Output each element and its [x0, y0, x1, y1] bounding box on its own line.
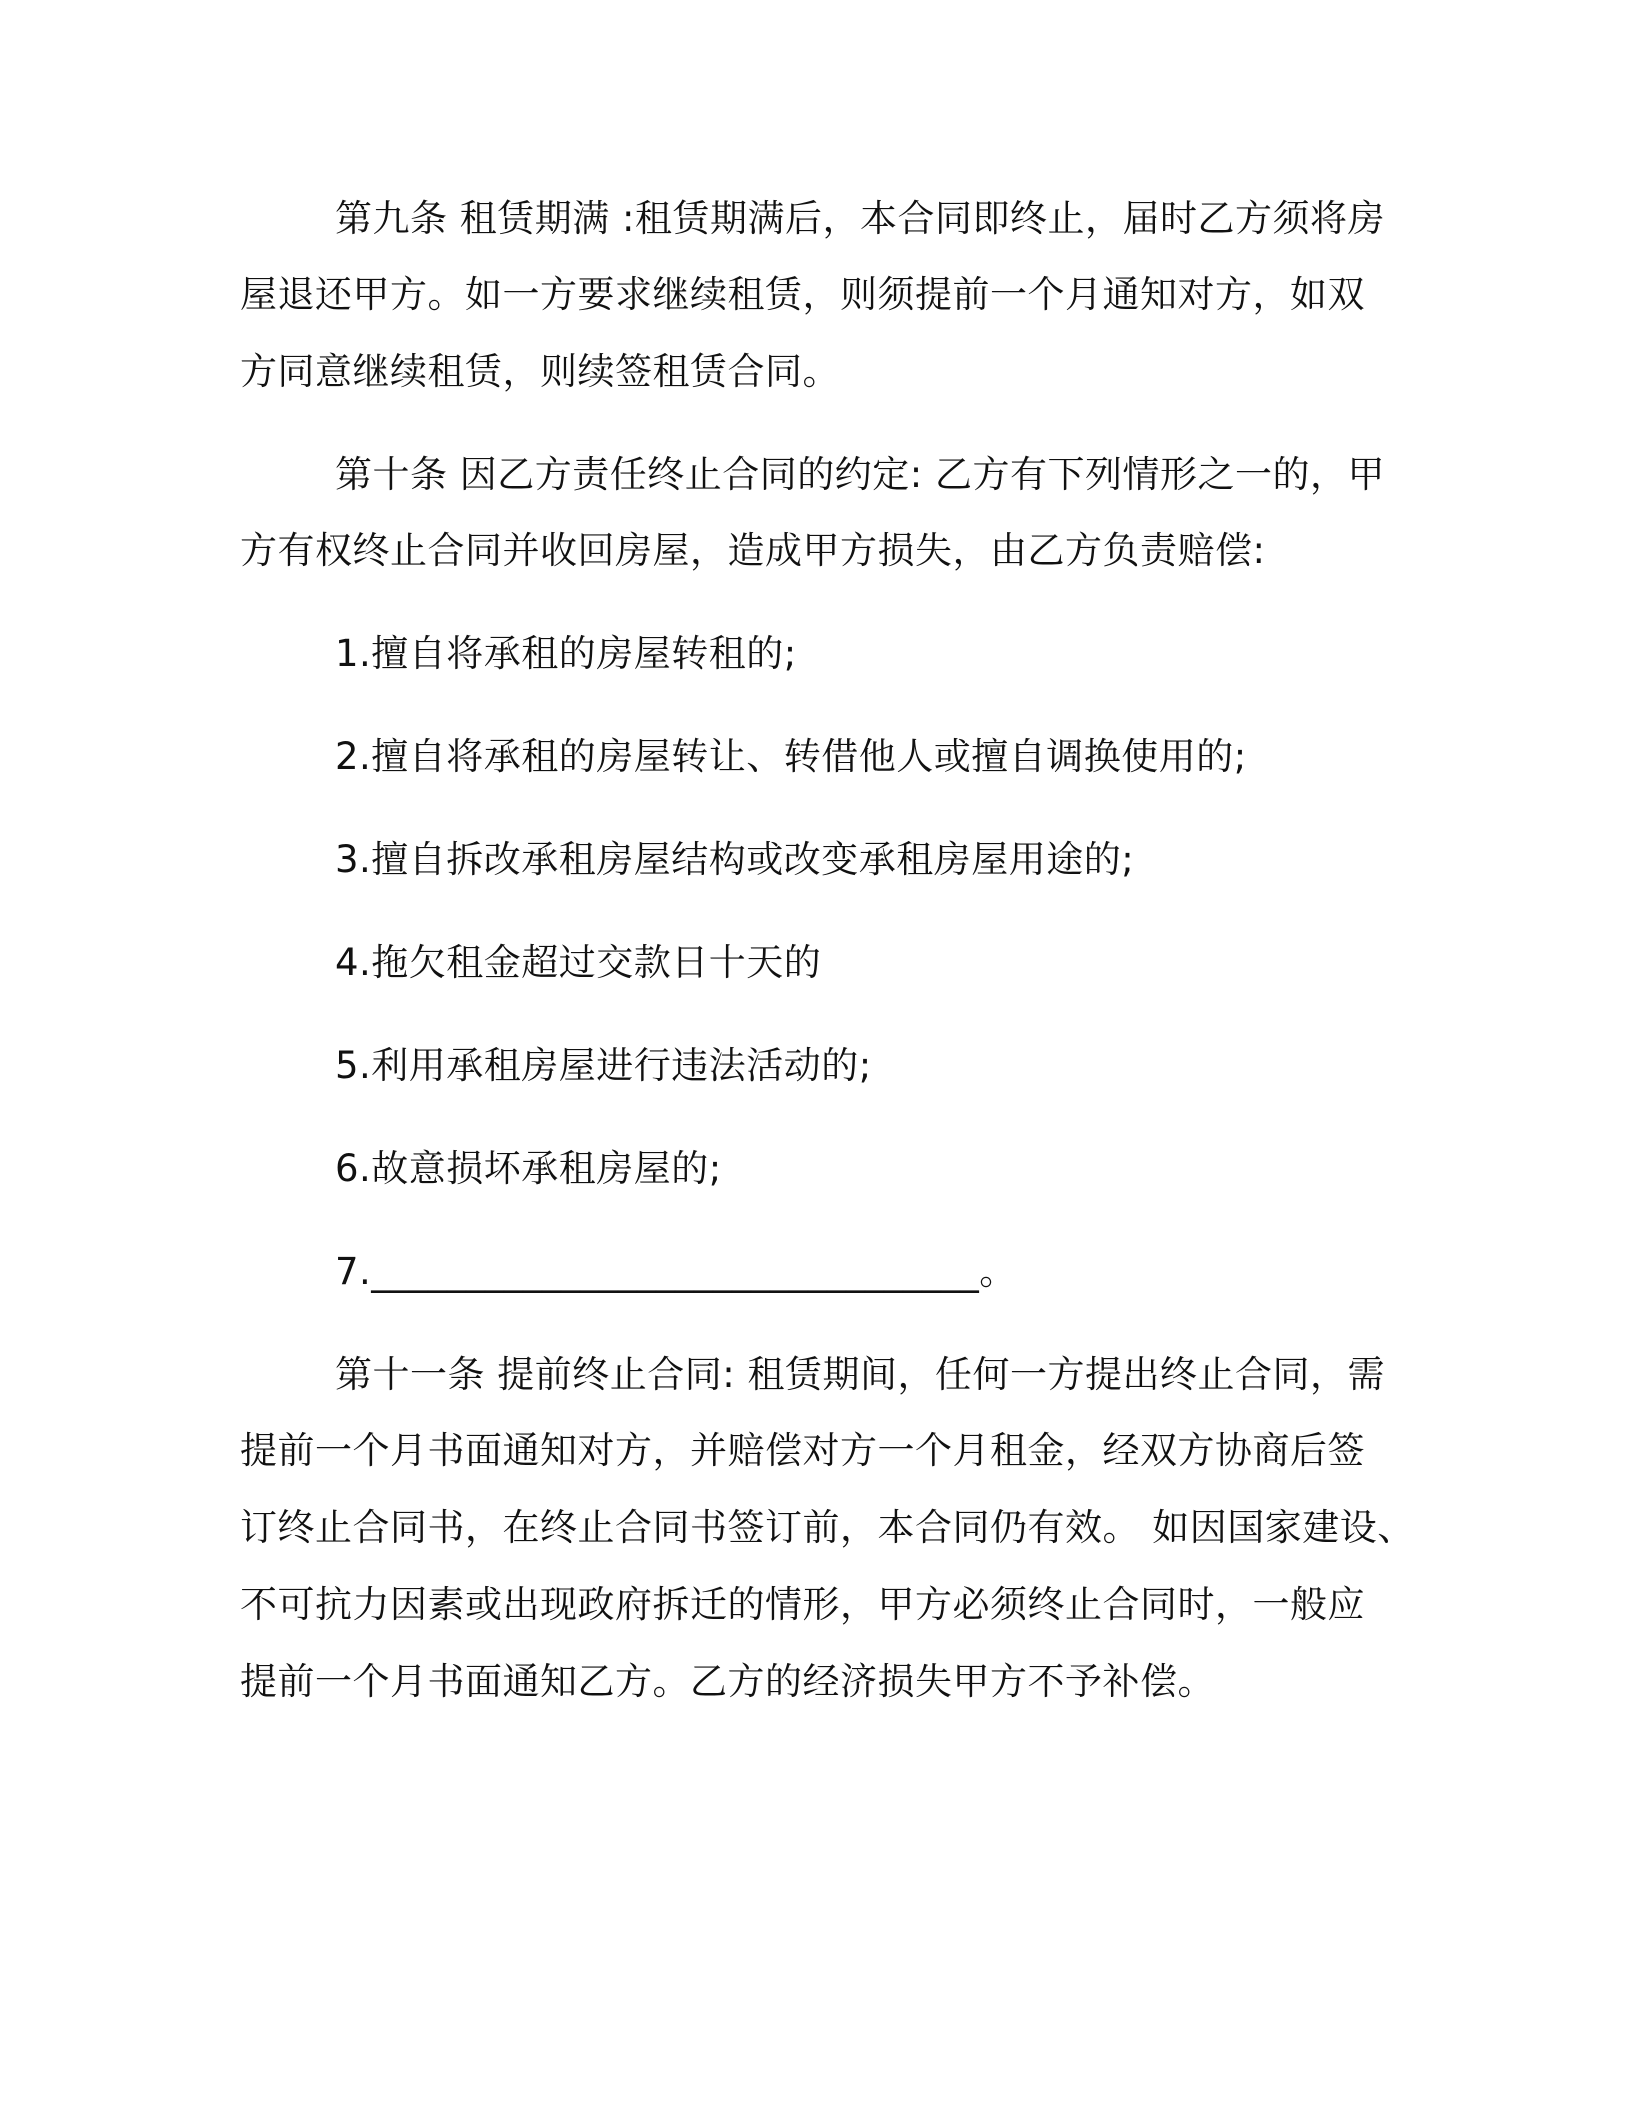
article10-line1: 第十条 因乙方责任终止合同的约定: 乙方有下列情形之一的，甲 — [335, 453, 1385, 496]
article11-line4: 不可抗力因素或出现政府拆迁的情形，甲方必须终止合同时，一般应 — [240, 1583, 1365, 1626]
list-item-4: 4.拖欠租金超过交款日十天的 — [335, 941, 822, 984]
article10-line2: 方有权终止合同并收回房屋，造成甲方损失，由乙方负责赔偿: — [240, 529, 1266, 572]
article11-line2: 提前一个月书面通知对方，并赔偿对方一个月租金，经双方协商后签 — [240, 1429, 1365, 1472]
list-item-7: 7.________________________________。 — [335, 1250, 1017, 1293]
article9-line2: 屋退还甲方。如一方要求继续租赁，则须提前一个月通知对方，如双 — [240, 273, 1365, 316]
article9-line1: 第九条 租赁期满 :租赁期满后，本合同即终止，届时乙方须将房 — [335, 197, 1385, 240]
list-item-1: 1.擅自将承租的房屋转租的; — [335, 632, 797, 675]
article11-line3: 订终止合同书，在终止合同书签订前，本合同仍有效。 如因国家建设、 — [240, 1506, 1415, 1549]
list-item-2: 2.擅自将承租的房屋转让、转借他人或擅自调换使用的; — [335, 735, 1247, 778]
article11-line1: 第十一条 提前终止合同: 租赁期间，任何一方提出终止合同，需 — [335, 1353, 1385, 1396]
list-item-6: 6.故意损坏承租房屋的; — [335, 1147, 722, 1190]
article11-line5: 提前一个月书面通知乙方。乙方的经济损失甲方不予补偿。 — [240, 1660, 1215, 1703]
list-item-3: 3.擅自拆改承租房屋结构或改变承租房屋用途的; — [335, 838, 1135, 881]
list-item-5: 5.利用承租房屋进行违法活动的; — [335, 1044, 872, 1087]
article9-line3: 方同意继续租赁，则续签租赁合同。 — [240, 350, 840, 393]
